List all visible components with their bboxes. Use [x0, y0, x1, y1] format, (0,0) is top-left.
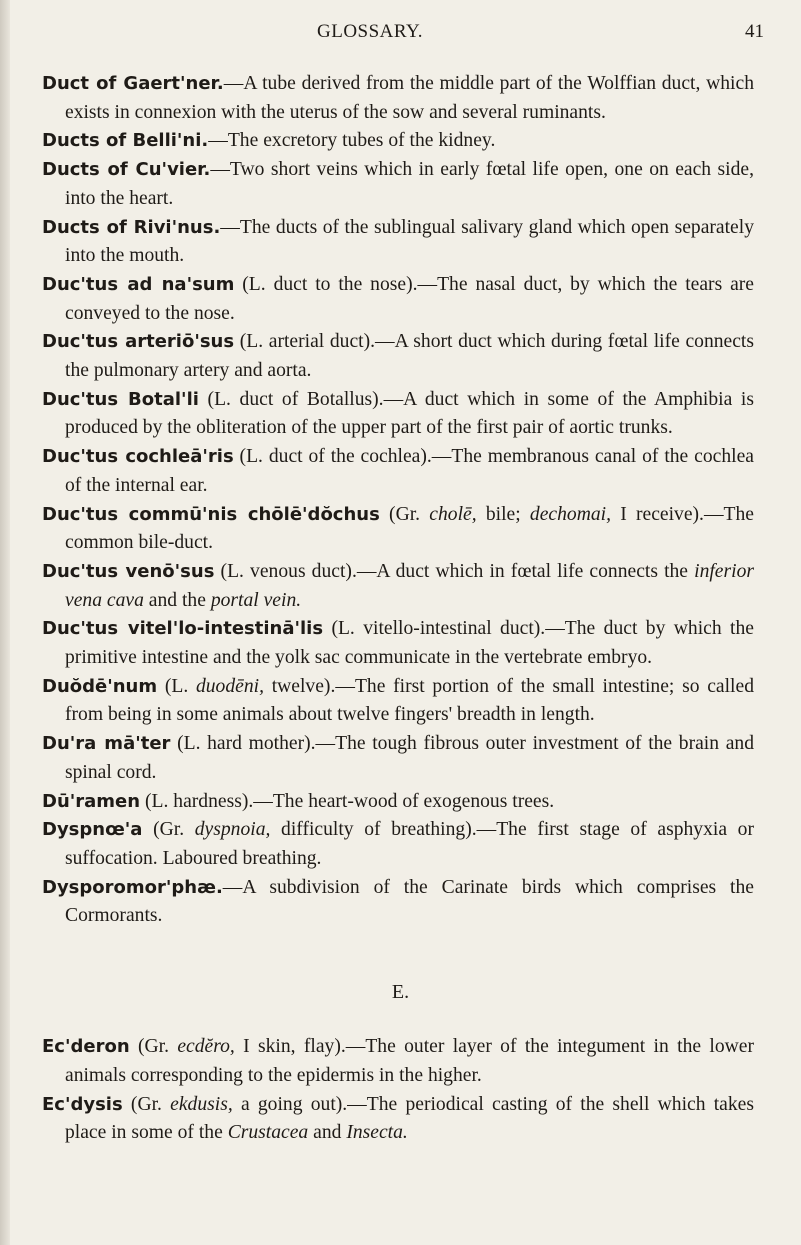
- entry-definition: (L. duct of the cochlea).—The membranous canal of the cochlea of the internal ear.: [65, 446, 754, 496]
- entry-headword: Ducts of Rivi'nus.: [42, 216, 221, 238]
- running-header: [0, 21, 801, 47]
- entry-definition: (L. hardness).—The heart-wood of exogenous trees.: [140, 790, 555, 812]
- entry-headword: Ec'dysis: [42, 1093, 123, 1115]
- section-heading-e: E.: [391, 981, 410, 1004]
- glossary-entry: [42, 730, 754, 787]
- entry-italic-term: portal vein.: [210, 589, 302, 611]
- entry-headword: Du'ra mā'ter: [42, 733, 171, 755]
- glossary-entry: [42, 127, 754, 156]
- entry-headword: Duŏdē'num: [42, 675, 158, 697]
- glossary-entry: [42, 788, 754, 817]
- entry-headword: Duc'tus venō'sus: [42, 560, 215, 582]
- entry-definition-part: (L. venous duct).—A duct which in fœtal life connects the: [214, 560, 695, 582]
- glossary-entry: [42, 70, 754, 127]
- entry-definition-part: (Gr.: [379, 503, 430, 525]
- glossary-entry: [42, 673, 754, 730]
- entry-definition-part: (Gr.: [142, 819, 195, 841]
- entry-definition-part: bile;: [476, 503, 530, 525]
- entry-headword: Ducts of Belli'ni.: [42, 130, 209, 152]
- entry-italic-term: Insecta.: [346, 1122, 408, 1144]
- entry-italic-term: dechomai,: [529, 503, 611, 525]
- entry-headword: Duc'tus vitel'lo-intestinā'lis: [42, 618, 324, 640]
- entry-definition-part: and the: [143, 589, 211, 611]
- entry-definition: —The excretory tubes of the kidney.: [208, 130, 496, 152]
- glossary-entry: [42, 386, 754, 443]
- entry-headword: Duct of Gaert'ner.: [42, 73, 224, 94]
- glossary-entry: [42, 328, 754, 385]
- entry-headword: Dysporomor'phæ.: [42, 876, 223, 898]
- entry-definition-part: twelve).—The first portion of the small intestine; so called from being in some animals about twelve fingers' breadth in length.: [65, 675, 754, 726]
- entry-headword: Duc'tus cochleā'ris: [42, 446, 234, 468]
- entry-definition-part: (Gr.: [129, 1036, 178, 1058]
- glossary-entry: [42, 156, 754, 213]
- entry-definition: (L. vitello-intestinal duct).—The duct by which the primitive intestine and the yolk sac communicate in the vertebrate embryo.: [65, 618, 754, 669]
- book-gutter-edge: [0, 0, 10, 1245]
- entry-italic-term: cholē,: [429, 503, 477, 525]
- entry-italic-term: Crustacea: [227, 1122, 309, 1144]
- entry-definition-part: (Gr.: [122, 1093, 171, 1115]
- glossary-body: [42, 70, 754, 1148]
- entry-definition-part: I skin, flay).—The outer layer of the integument in the lower animals corresponding to the epidermis in the higher.: [65, 1036, 754, 1086]
- running-title: GLOSSARY.: [317, 21, 424, 42]
- entry-italic-term: inferior vena cava: [65, 560, 754, 611]
- entry-headword: Duc'tus arteriō'sus: [42, 331, 235, 353]
- glossary-entry: [42, 615, 754, 672]
- glossary-entry: [42, 558, 754, 615]
- entry-definition: —The ducts of the sublingual salivary gland which open separately into the mouth.: [65, 216, 754, 267]
- entry-definition: (L. duct of Botallus).—A duct which in some of the Amphibia is produced by the obliteration of the upper part of the first pair of aortic trunks.: [65, 388, 754, 439]
- glossary-entry: [42, 271, 754, 328]
- entry-headword: Ec'deron: [42, 1036, 130, 1058]
- glossary-entry: [42, 501, 754, 558]
- entry-headword: Ducts of Cu'vier.: [42, 159, 211, 181]
- entry-definition: —A tube derived from the middle part of the Wolffian duct, which exists in connexion with the uterus of the sow and several ruminants.: [65, 73, 754, 123]
- glossary-entry: [42, 1091, 754, 1148]
- glossary-entry: [42, 214, 754, 271]
- entry-definition: (L. hard mother).—The tough fibrous outer investment of the brain and spinal cord.: [65, 733, 754, 783]
- glossary-entry: [42, 874, 754, 931]
- entry-definition-part: I receive).—The common bile-duct.: [65, 503, 754, 554]
- entry-italic-term: dyspnoia,: [194, 819, 271, 841]
- entry-headword: Duc'tus ad na'sum: [42, 273, 235, 295]
- entry-definition-part: difficulty of breathing).—The first stage of asphyxia or suffocation. Laboured breathing.: [65, 819, 754, 869]
- page-number: 41: [745, 21, 764, 42]
- entry-definition: —A subdivision of the Carinate birds which comprises the Cormorants.: [65, 876, 754, 927]
- entry-definition-part: a going out).—The periodical casting of the shell which takes place in some of the: [65, 1093, 754, 1144]
- glossary-entry: [42, 443, 754, 500]
- glossary-entry: [42, 816, 754, 873]
- entry-definition: (L. duct to the nose).—The nasal duct, by which the tears are conveyed to the nose.: [65, 273, 755, 324]
- entry-headword: Duc'tus commū'nis chōlē'dŏchus: [42, 503, 380, 525]
- entry-headword: Duc'tus Botal'li: [42, 388, 199, 410]
- glossary-entry: [42, 1033, 754, 1090]
- entry-italic-term: ecdĕro,: [177, 1036, 235, 1058]
- entry-definition: (L. arterial duct).—A short duct which during fœtal life connects the pulmonary artery and aorta.: [65, 331, 754, 382]
- entry-headword: Dyspnœ'a: [42, 819, 143, 841]
- entry-headword: Dū'ramen: [42, 790, 141, 812]
- entry-definition-part: (L.: [157, 675, 196, 697]
- entry-definition: —Two short veins which in early fœtal life open, one on each side, into the heart.: [65, 159, 754, 209]
- entry-italic-term: ekdusis,: [170, 1093, 233, 1115]
- entry-italic-term: duodēni,: [195, 675, 264, 697]
- entry-definition-part: and: [308, 1122, 347, 1144]
